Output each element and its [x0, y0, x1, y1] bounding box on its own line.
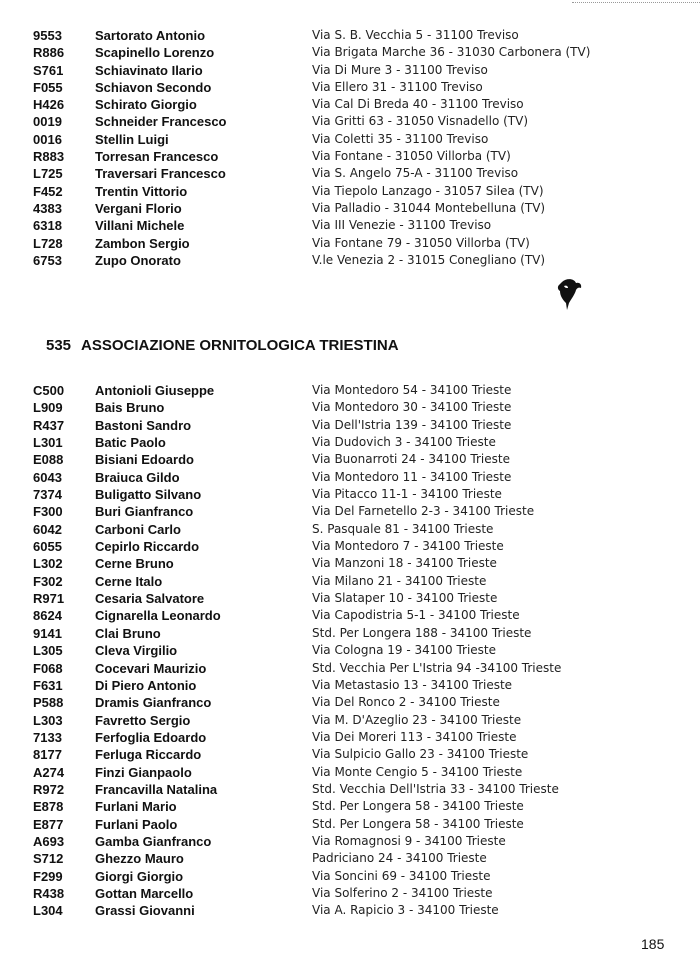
member-address: S. Pasquale 81 - 34100 Trieste [312, 521, 494, 536]
member-code: 7133 [33, 729, 62, 745]
member-name: Scapinello Lorenzo [95, 45, 215, 61]
member-name: Francavilla Natalina [95, 781, 218, 797]
list-item [0, 62, 700, 79]
list-item [0, 607, 700, 624]
list-item [0, 555, 700, 572]
member-name: Zambon Sergio [95, 235, 190, 251]
member-name: Trentin Vittorio [95, 183, 188, 199]
member-name: Cerne Bruno [95, 556, 174, 572]
member-code: L909 [33, 400, 63, 416]
member-address: Via Soncini 69 - 34100 Trieste [312, 868, 491, 883]
member-address: Via Metastasio 13 - 34100 Trieste [312, 677, 513, 692]
member-code: 0019 [33, 114, 62, 130]
member-code: S712 [33, 851, 64, 867]
list-item [0, 96, 700, 113]
member-code: L302 [33, 556, 63, 572]
list-item [0, 382, 700, 399]
member-address: Via Brigata Marche 36 - 31030 Carbonera (TV) [312, 45, 591, 60]
list-item [0, 642, 700, 659]
list-item [0, 451, 700, 468]
member-code: S761 [33, 62, 64, 78]
member-name: Grassi Giovanni [95, 903, 195, 919]
list-item [0, 625, 700, 642]
member-code: E878 [33, 799, 64, 815]
member-name: Bastoni Sandro [95, 417, 192, 433]
member-address: Via III Venezie - 31100 Treviso [312, 218, 492, 233]
member-code: C500 [33, 383, 65, 398]
list-item [0, 660, 700, 677]
member-code: R971 [33, 591, 65, 607]
member-name: Sartorato Antonio [95, 28, 206, 43]
list-item [0, 44, 700, 61]
member-name: Ferluga Riccardo [95, 747, 202, 763]
member-code: F055 [33, 79, 63, 95]
list-item [0, 165, 700, 182]
member-address: Via Del Ronco 2 - 34100 Trieste [312, 695, 500, 710]
member-code: R437 [33, 417, 65, 433]
member-name: Di Piero Antonio [95, 677, 197, 693]
member-name: Favretto Sergio [95, 712, 191, 728]
list-item [0, 148, 700, 165]
member-code: F299 [33, 868, 63, 884]
member-code: E877 [33, 816, 64, 832]
member-code: L304 [33, 903, 63, 919]
list-item [0, 798, 700, 815]
member-address: Via Montedoro 30 - 34100 Trieste [312, 400, 512, 415]
member-address: Via Slataper 10 - 34100 Trieste [312, 591, 498, 606]
member-code: 6753 [33, 252, 62, 268]
member-code: 9141 [33, 625, 62, 641]
member-code: 9553 [33, 28, 62, 43]
member-address: Via Manzoni 18 - 34100 Trieste [312, 556, 497, 571]
member-code: F068 [33, 660, 63, 676]
member-address: Via A. Rapicio 3 - 34100 Trieste [312, 903, 499, 918]
member-address: Via Pitacco 11-1 - 34100 Trieste [312, 487, 502, 502]
member-address: Via Del Farnetello 2-3 - 34100 Trieste [312, 504, 535, 519]
member-address: Via Fontane 79 - 31050 Villorba (TV) [312, 235, 530, 250]
member-address: Via Fontane - 31050 Villorba (TV) [312, 149, 511, 164]
list-item [0, 590, 700, 607]
member-name: Schiavon Secondo [95, 79, 212, 95]
member-name: Cignarella Leonardo [95, 608, 221, 624]
list-item [0, 27, 700, 44]
member-code: F452 [33, 183, 63, 199]
list-item [0, 417, 700, 434]
member-name: Dramis Gianfranco [95, 695, 212, 711]
member-name: Carboni Carlo [95, 521, 181, 537]
member-address: Via Montedoro 11 - 34100 Trieste [312, 469, 512, 484]
list-item [0, 573, 700, 590]
top-rule [572, 2, 700, 3]
list-item [0, 503, 700, 520]
member-name: Batic Paolo [95, 435, 166, 451]
member-code: H426 [33, 97, 65, 113]
page-number: 185 [641, 936, 665, 952]
member-address: Via Dell'Istria 139 - 34100 Trieste [312, 417, 512, 432]
member-code: 0016 [33, 131, 62, 147]
member-name: Villani Michele [95, 218, 185, 234]
member-code: L305 [33, 643, 63, 659]
list-item [0, 200, 700, 217]
member-address: Via Ellero 31 - 31100 Treviso [312, 79, 483, 94]
list-item [0, 833, 700, 850]
member-code: F300 [33, 504, 63, 520]
member-code: A693 [33, 833, 65, 849]
member-code: L728 [33, 235, 63, 251]
member-list-treviso [0, 27, 700, 269]
member-name: Antonioli Giuseppe [95, 383, 215, 398]
member-code: 4383 [33, 200, 62, 216]
member-address: Std. Vecchia Per L'Istria 94 -34100 Trieste [312, 660, 562, 675]
member-name: Cleva Virgilio [95, 643, 178, 659]
list-item [0, 183, 700, 200]
list-item [0, 538, 700, 555]
member-name: Gamba Gianfranco [95, 833, 212, 849]
member-address: Via Cologna 19 - 34100 Trieste [312, 643, 497, 658]
member-address: Std. Per Longera 58 - 34100 Trieste [312, 816, 524, 831]
member-address: Via S. B. Vecchia 5 - 31100 Treviso [312, 28, 519, 42]
member-name: Schirato Giorgio [95, 97, 197, 113]
member-code: 6318 [33, 218, 62, 234]
member-name: Gottan Marcello [95, 885, 194, 901]
list-item [0, 677, 700, 694]
member-address: Via Tiepolo Lanzago - 31057 Silea (TV) [312, 183, 544, 198]
list-item [0, 885, 700, 902]
member-name: Giorgi Giorgio [95, 868, 184, 884]
list-item [0, 902, 700, 919]
member-name: Cepirlo Riccardo [95, 539, 200, 555]
member-name: Cocevari Maurizio [95, 660, 207, 676]
list-item [0, 764, 700, 781]
list-item [0, 486, 700, 503]
list-item [0, 729, 700, 746]
member-name: Furlani Mario [95, 799, 177, 815]
member-address: Std. Vecchia Dell'Istria 33 - 34100 Trieste [312, 781, 559, 796]
member-name: Buri Gianfranco [95, 504, 194, 520]
member-address: Via Dudovich 3 - 34100 Trieste [312, 435, 496, 450]
section-title: ASSOCIAZIONE ORNITOLOGICA TRIESTINA [81, 337, 399, 354]
member-name: Buligatto Silvano [95, 487, 202, 503]
member-name: Vergani Florio [95, 200, 182, 216]
list-item [0, 712, 700, 729]
member-name: Cerne Italo [95, 573, 163, 589]
list-item [0, 252, 700, 269]
list-item [0, 694, 700, 711]
member-name: Furlani Paolo [95, 816, 178, 832]
member-address: Via Palladio - 31044 Montebelluna (TV) [312, 200, 546, 215]
member-code: L301 [33, 435, 63, 451]
member-name: Stellin Luigi [95, 131, 169, 147]
member-address: Via Romagnosi 9 - 34100 Trieste [312, 833, 506, 848]
list-item [0, 868, 700, 885]
member-code: R972 [33, 781, 65, 797]
list-item [0, 521, 700, 538]
member-address: Via Montedoro 7 - 34100 Trieste [312, 539, 504, 554]
bird-icon [554, 276, 584, 312]
member-code: 6043 [33, 469, 62, 485]
member-code: 6042 [33, 521, 62, 537]
section-heading [46, 337, 399, 354]
member-code: P588 [33, 695, 64, 711]
member-code: 8177 [33, 747, 62, 763]
member-code: F631 [33, 677, 63, 693]
member-address: Via Montedoro 54 - 34100 Trieste [312, 383, 512, 397]
member-address: Std. Per Longera 188 - 34100 Trieste [312, 625, 532, 640]
member-address: Via S. Angelo 75-A - 31100 Treviso [312, 166, 519, 181]
member-address: V.le Venezia 2 - 31015 Conegliano (TV) [312, 252, 546, 267]
list-item [0, 399, 700, 416]
member-code: A274 [33, 764, 65, 780]
member-address: Via Di Mure 3 - 31100 Treviso [312, 62, 488, 77]
member-name: Finzi Gianpaolo [95, 764, 192, 780]
member-code: 7374 [33, 487, 62, 503]
member-address: Via Gritti 63 - 31050 Visnadello (TV) [312, 114, 529, 129]
member-address: Via Monte Cengio 5 - 34100 Trieste [312, 764, 523, 779]
member-name: Braiuca Gildo [95, 469, 180, 485]
member-code: R883 [33, 149, 65, 165]
list-item [0, 746, 700, 763]
member-name: Bisiani Edoardo [95, 452, 194, 468]
member-name: Zupo Onorato [95, 252, 181, 268]
list-item [0, 79, 700, 96]
member-name: Schiavinato Ilario [95, 62, 203, 78]
member-code: R438 [33, 885, 65, 901]
list-item [0, 217, 700, 234]
list-item [0, 816, 700, 833]
member-code: 6055 [33, 539, 62, 555]
member-address: Via Buonarroti 24 - 34100 Trieste [312, 452, 510, 467]
member-address: Via Solferino 2 - 34100 Trieste [312, 885, 493, 900]
list-item [0, 235, 700, 252]
member-address: Via Coletti 35 - 31100 Treviso [312, 131, 489, 146]
member-list-trieste [0, 382, 700, 920]
list-item [0, 434, 700, 451]
section-number: 535 [46, 337, 72, 354]
member-code: F302 [33, 573, 63, 589]
member-address: Via Cal Di Breda 40 - 31100 Treviso [312, 97, 524, 112]
member-name: Bais Bruno [95, 400, 165, 416]
member-name: Cesaria Salvatore [95, 591, 205, 607]
list-item [0, 469, 700, 486]
member-address: Via Dei Moreri 113 - 34100 Trieste [312, 729, 517, 744]
list-item [0, 850, 700, 867]
member-address: Via Sulpicio Gallo 23 - 34100 Trieste [312, 747, 529, 762]
member-address: Via Milano 21 - 34100 Trieste [312, 573, 487, 588]
member-code: E088 [33, 452, 64, 468]
member-address: Via M. D'Azeglio 23 - 34100 Trieste [312, 712, 522, 727]
member-address: Padriciano 24 - 34100 Trieste [312, 851, 487, 866]
member-code: R886 [33, 45, 65, 61]
member-name: Ferfoglia Edoardo [95, 729, 207, 745]
member-name: Traversari Francesco [95, 166, 226, 182]
member-name: Clai Bruno [95, 625, 161, 641]
list-item [0, 113, 700, 130]
list-item [0, 781, 700, 798]
member-code: L725 [33, 166, 63, 182]
list-item [0, 131, 700, 148]
member-name: Schneider Francesco [95, 114, 227, 130]
member-name: Torresan Francesco [95, 149, 219, 165]
member-code: L303 [33, 712, 63, 728]
member-code: 8624 [33, 608, 62, 624]
member-name: Ghezzo Mauro [95, 851, 184, 867]
member-address: Std. Per Longera 58 - 34100 Trieste [312, 799, 524, 814]
member-address: Via Capodistria 5-1 - 34100 Trieste [312, 608, 520, 623]
